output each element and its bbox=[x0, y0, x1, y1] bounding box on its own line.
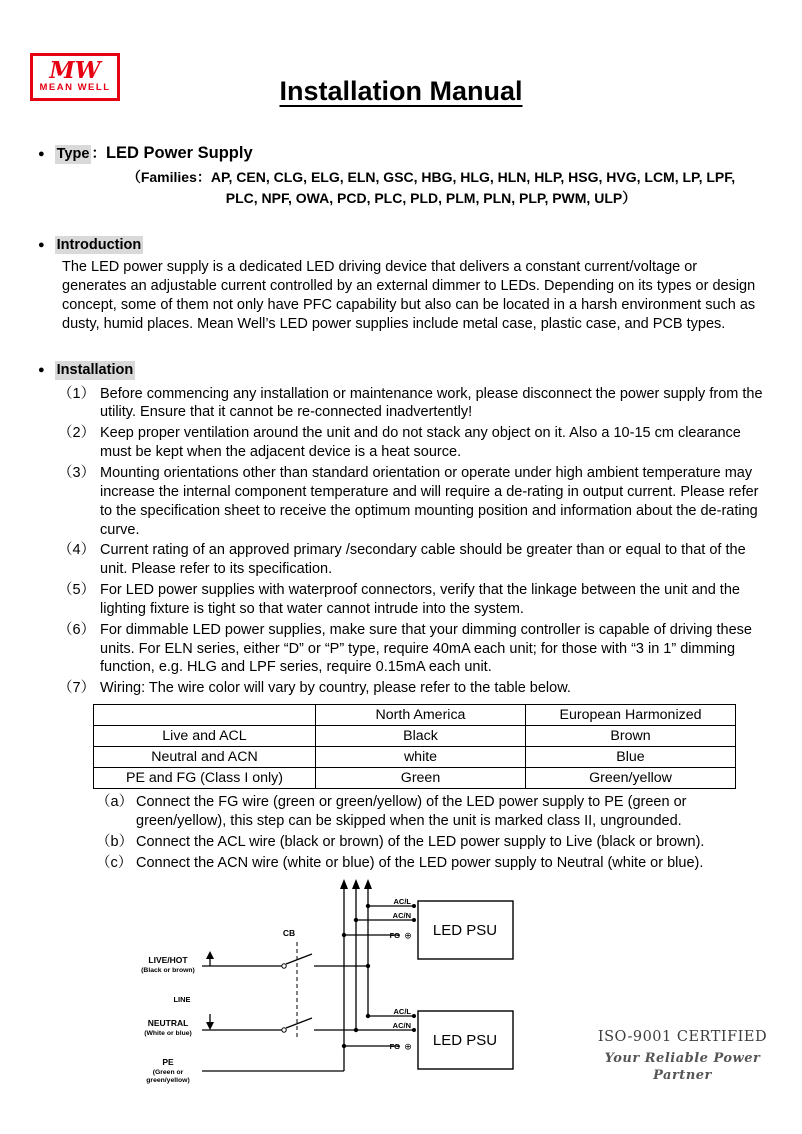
item-number: （1） bbox=[58, 385, 96, 402]
live-label: LIVE/HOT bbox=[148, 955, 188, 966]
live-sublabel: (Black or brown) bbox=[141, 967, 195, 975]
psu2-acn-label: AC/N bbox=[392, 1021, 411, 1031]
wiring-sub-item bbox=[96, 793, 764, 831]
table-header-cell bbox=[94, 705, 316, 726]
psu1-fg-label: FG bbox=[389, 931, 400, 941]
table-row bbox=[94, 768, 736, 789]
item-text: Connect the ACL wire (black or brown) of the LED power supply to Live (black or brown). bbox=[136, 833, 705, 850]
table-cell: Live and ACL bbox=[94, 726, 316, 747]
introduction-paragraph: The LED power supply is a dedicated LED driving device that delivers a constant current/voltage or generates an adjustable current controlled by an external dimmer to LEDs. Depending on its types or design concept, some of them not only have PFC capability but also can be located in a harsh environment such as dusty, humid places. Mean Well’s LED power supplies include metal case, plastic case, and PCB types. bbox=[62, 259, 756, 332]
item-number: （2） bbox=[58, 425, 96, 442]
bullet-icon: ● bbox=[38, 238, 45, 251]
table-row bbox=[94, 726, 736, 747]
bullet-icon: ● bbox=[38, 363, 45, 376]
introduction-section-header bbox=[38, 236, 764, 255]
introduction-label: Introduction bbox=[56, 236, 142, 253]
installation-item bbox=[58, 581, 764, 619]
item-letter: （c） bbox=[96, 854, 133, 871]
type-section bbox=[38, 143, 764, 164]
line-label: LINE bbox=[173, 995, 191, 1005]
item-number: （3） bbox=[58, 464, 96, 481]
brand-slogan: Your Reliable Power Partner bbox=[604, 1050, 761, 1083]
installation-section-header bbox=[38, 361, 764, 380]
families-list: （Families：AP, CEN, CLG, ELG, ELN, GSC, HBG, HLG, HLN, HLP, HSG, HVG, LCM, LP, LPF, PLC, NPF, OWA, PCD, PLC, PLD, PLM, PLN, PLP, PWM, ULP） bbox=[126, 168, 736, 206]
led-psu-2-name: LED PSU bbox=[432, 1032, 498, 1050]
item-number: （7） bbox=[58, 680, 96, 697]
psu1-acn-label: AC/N bbox=[392, 911, 411, 921]
item-text: Before commencing any installation or maintenance work, please disconnect the power supply from the utility. Ensure that it cannot be re-connected inadvertently! bbox=[100, 385, 763, 421]
table-cell: Green bbox=[316, 768, 526, 789]
item-text: Keep proper ventilation around the unit and do not stack any object on it. Also a 10-15 cm clearance must be kept when the adjacent device is a heat source. bbox=[100, 425, 741, 461]
neutral-sublabel: (White or blue) bbox=[144, 1030, 192, 1038]
installation-item bbox=[58, 541, 764, 579]
wiring-lines bbox=[202, 888, 414, 1071]
item-text: Current rating of an approved primary /secondary cable should be greater than or equal to that of the unit. Please refer to its specification. bbox=[100, 542, 746, 578]
item-text: Connect the FG wire (green or green/yellow) of the LED power supply to PE (green or green/yellow), this step can be skipped when the unit is marked class II, ungrounded. bbox=[136, 794, 687, 829]
switch-contact-icons bbox=[282, 964, 286, 1032]
wiring-sub-item bbox=[96, 833, 764, 852]
pe-label: PE bbox=[162, 1057, 174, 1068]
item-text: For LED power supplies with waterproof connectors, verify that the linkage between the unit and the lighting fixture is tight so that water cannot intrude into the system. bbox=[100, 582, 740, 617]
table-cell: Brown bbox=[526, 726, 736, 747]
wiring-diagram bbox=[138, 876, 608, 1114]
type-label: Type bbox=[56, 146, 90, 163]
table-header-row bbox=[94, 705, 736, 726]
bullet-icon: ● bbox=[38, 148, 45, 161]
item-letter: （a） bbox=[96, 794, 134, 811]
installation-label: Installation bbox=[56, 361, 134, 378]
installation-item bbox=[58, 621, 764, 678]
psu1-acl-label: AC/L bbox=[393, 897, 411, 907]
table-cell: Black bbox=[316, 726, 526, 747]
document-body bbox=[38, 143, 764, 1120]
neutral-label: NEUTRAL bbox=[147, 1018, 189, 1029]
led-psu-1-name: LED PSU bbox=[432, 922, 498, 940]
table-header-cell: North America bbox=[316, 705, 526, 726]
item-text: Mounting orientations other than standard orientation or operate under high ambient temperature may increase the internal component temperature and will require a de-rating in output current. Please refer to the specification sheet to receive the optimum mounting position and information about the de-rating curve. bbox=[100, 464, 759, 538]
logo-brand-name: MEAN WELL bbox=[39, 82, 111, 94]
table-cell: Neutral and ACN bbox=[94, 747, 316, 768]
psu2-acl-label: AC/L bbox=[393, 1007, 411, 1017]
item-number: （6） bbox=[58, 621, 96, 638]
installation-item bbox=[58, 464, 764, 539]
table-cell: PE and FG (Class I only) bbox=[94, 768, 316, 789]
item-letter: （b） bbox=[96, 833, 134, 850]
page-title: Installation Manual bbox=[279, 76, 523, 106]
item-text: Wiring: The wire color will vary by country, please refer to the table below. bbox=[100, 680, 571, 697]
item-number: （5） bbox=[58, 582, 96, 599]
item-text: For dimmable LED power supplies, make sure that your dimming controller is capable of driving these units. For ELN series, either “D” or “P” type, require 40mA each unit; for those with “3 in 1” dimming function, e.g. HLG and LPF series, require 0.15mA each unit. bbox=[100, 621, 752, 676]
psu2-earth-icon: ⊕ bbox=[404, 1041, 412, 1052]
table-header-cell: European Harmonized bbox=[526, 705, 736, 726]
wire-color-table bbox=[93, 704, 736, 789]
item-number: （4） bbox=[58, 542, 96, 559]
type-colon: ： bbox=[91, 146, 106, 163]
table-row bbox=[94, 747, 736, 768]
type-value: LED Power Supply bbox=[105, 144, 253, 163]
logo-mw-mark: MW bbox=[49, 57, 101, 85]
table-cell: white bbox=[316, 747, 526, 768]
wiring-sub-item bbox=[96, 854, 764, 873]
iso-certification-text: ISO-9001 CERTIFIED bbox=[597, 1029, 768, 1045]
cb-label: CB bbox=[282, 928, 296, 939]
meanwell-logo bbox=[30, 53, 120, 101]
footer bbox=[590, 1028, 775, 1085]
installation-item bbox=[58, 424, 764, 462]
table-cell: Blue bbox=[526, 747, 736, 768]
table-cell: Green/yellow bbox=[526, 768, 736, 789]
installation-item bbox=[58, 679, 764, 698]
flow-arrow-icons bbox=[206, 879, 372, 1030]
psu2-fg-label: FG bbox=[389, 1042, 400, 1052]
psu1-earth-icon: ⊕ bbox=[404, 930, 412, 941]
pe-sublabel-2: green/yellow) bbox=[146, 1077, 190, 1085]
item-text: Connect the ACN wire (white or blue) of the LED power supply to Neutral (white or blue). bbox=[136, 854, 704, 871]
installation-item bbox=[58, 385, 764, 423]
pe-sublabel-1: (Green or bbox=[152, 1069, 184, 1077]
